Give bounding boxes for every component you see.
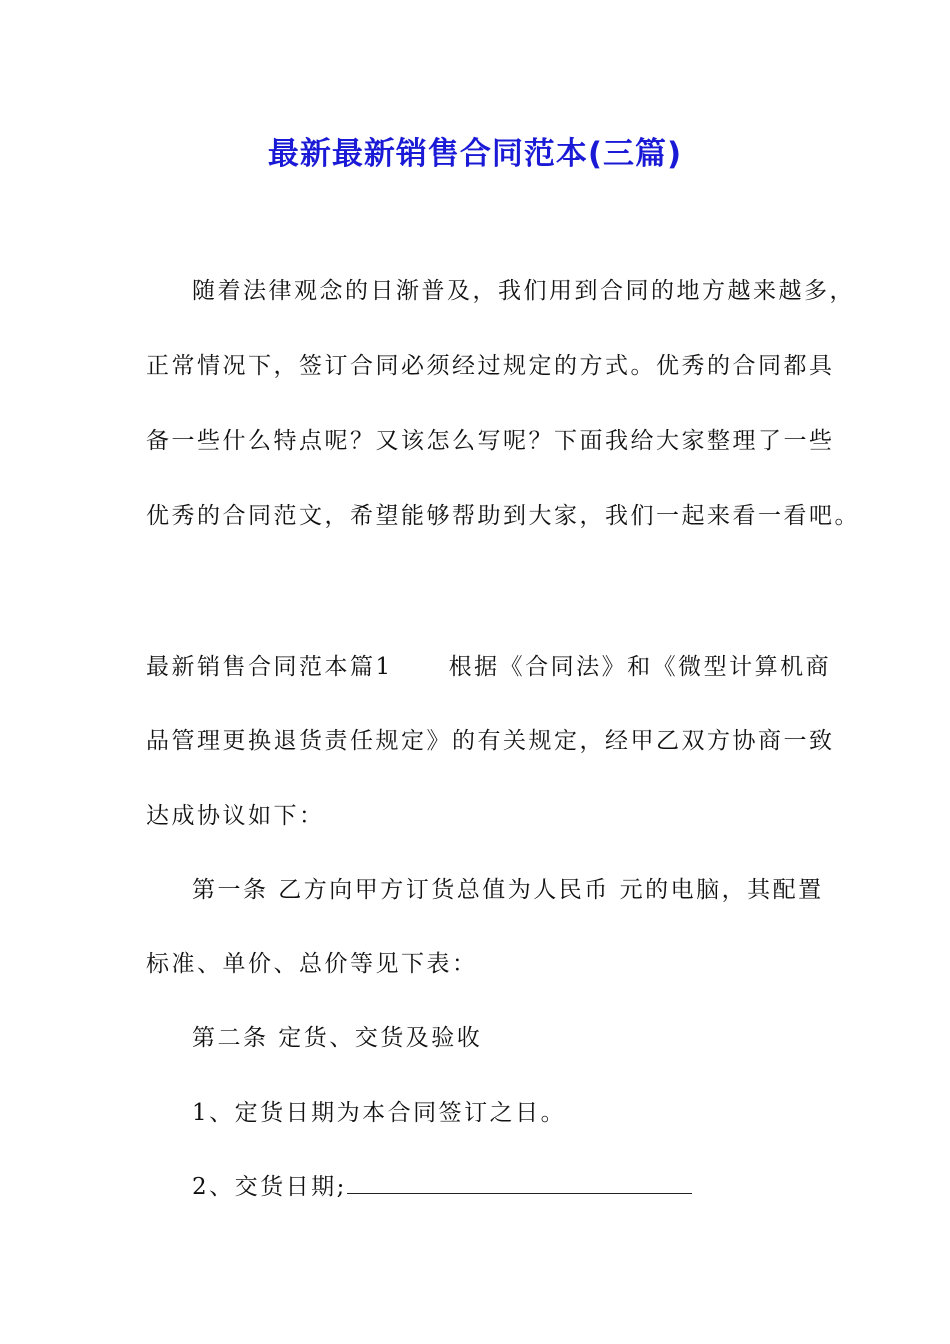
item-2-label: 2、交货日期;	[192, 1174, 347, 1200]
article1-line-2: 标准、单价、总价等见下表：	[146, 951, 478, 977]
intro-line-3: 备一些什么特点呢？又该怎么写呢？下面我给大家整理了一些	[146, 428, 835, 454]
document-title: 最新最新销售合同范本(三篇)	[267, 136, 683, 172]
intro-line-2: 正常情况下，签订合同必须经过规定的方式。优秀的合同都具	[146, 353, 835, 379]
item-2	[192, 1168, 692, 1201]
section1-line-1: 根据《合同法》和《微型计算机商	[448, 654, 832, 680]
intro-line-1: 随着法律观念的日渐普及，我们用到合同的地方越来越多，	[192, 278, 855, 304]
intro-line-4: 优秀的合同范文，希望能够帮助到大家，我们一起来看一看吧。	[146, 503, 860, 529]
section1-line-3: 达成协议如下：	[146, 803, 325, 829]
delivery-date-blank	[347, 1173, 692, 1194]
article2-heading: 第二条 定货、交货及验收	[192, 1025, 483, 1051]
item-1: 1、定货日期为本合同签订之日。	[192, 1100, 567, 1126]
section1-heading: 最新销售合同范本篇1	[146, 654, 393, 680]
section1-first-line	[146, 648, 831, 681]
article1-line-1: 第一条 乙方向甲方订货总值为人民币 元的电脑，其配置	[192, 877, 824, 903]
section1-line-2: 品管理更换退货责任规定》的有关规定，经甲乙双方协商一致	[146, 728, 835, 754]
